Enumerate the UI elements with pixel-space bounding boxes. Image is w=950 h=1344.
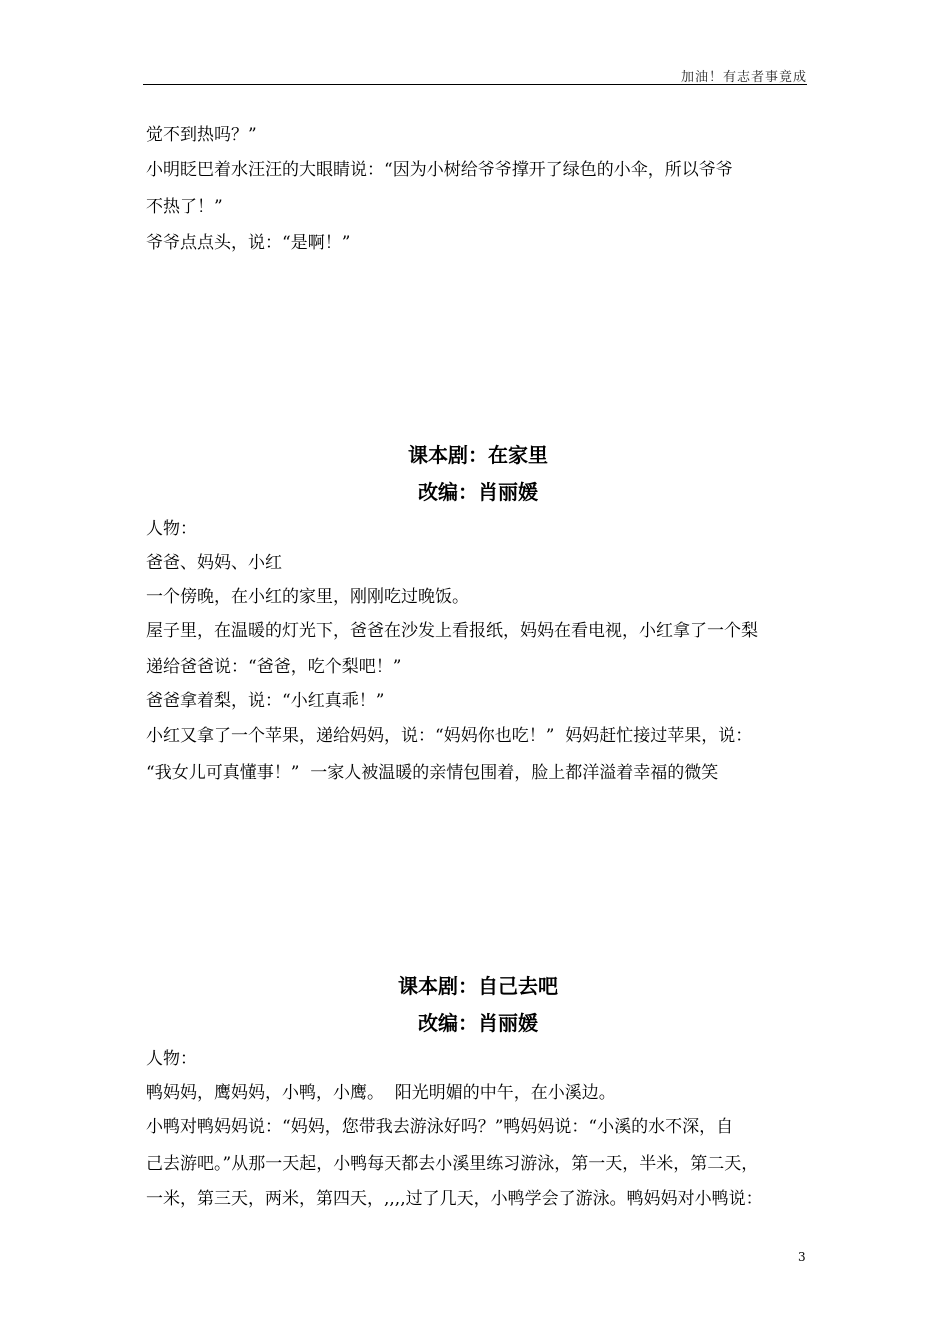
script2-line-2: 爸爸、妈妈、小红 xyxy=(146,553,282,573)
script2-line-8: “我女儿可真懂事！” 一家人被温暖的亲情包围着，脸上都洋溢着幸福的微笑 xyxy=(146,763,719,783)
script2-line-7: 小红又拿了一个苹果，递给妈妈，说：“妈妈你也吃！” 妈妈赶忙接过苹果，说： xyxy=(146,726,753,746)
script3-adapter: 改编：肖丽媛 xyxy=(418,1011,538,1035)
header-motto: 加油！有志者事竟成 xyxy=(680,70,807,85)
page-number: 3 xyxy=(798,1250,806,1264)
story1-line-1: 觉不到热吗？” xyxy=(146,125,257,145)
story1-line-4: 爷爷点点头，说：“是啊！” xyxy=(146,233,351,253)
script3-title: 课本剧：自己去吧 xyxy=(398,974,558,998)
story1-line-2: 小明眨巴着水汪汪的大眼睛说：“因为小树给爷爷撑开了绿色的小伞，所以爷爷 xyxy=(146,160,733,180)
script3-line-1: 人物： xyxy=(146,1049,197,1069)
script3-line-3: 小鸭对鸭妈妈说：“妈妈，您带我去游泳好吗？”鸭妈妈说：“小溪的水不深，自 xyxy=(146,1117,734,1137)
script2-title: 课本剧：在家里 xyxy=(408,443,548,467)
script2-line-5: 递给爸爸说：“爸爸，吃个梨吧！” xyxy=(146,657,402,677)
story1-line-3: 不热了！” xyxy=(146,197,223,217)
script2-line-1: 人物： xyxy=(146,519,197,539)
script3-line-2: 鸭妈妈，鹰妈妈，小鸭，小鹰。 阳光明媚的中午，在小溪边。 xyxy=(146,1083,616,1103)
script2-adapter: 改编：肖丽媛 xyxy=(418,480,538,504)
script3-line-5: 一米，第三天，两米，第四天，,,,,过了几天，小鸭学会了游泳。鸭妈妈对小鸭说： xyxy=(146,1189,763,1209)
script2-line-4: 屋子里，在温暖的灯光下，爸爸在沙发上看报纸，妈妈在看电视，小红拿了一个梨 xyxy=(146,621,758,641)
script3-line-4: 己去游吧。”从那一天起，小鸭每天都去小溪里练习游泳，第一天，半米，第二天， xyxy=(146,1154,759,1174)
script2-line-3: 一个傍晚，在小红的家里，刚刚吃过晚饭。 xyxy=(146,587,469,607)
script2-line-6: 爸爸拿着梨，说：“小红真乖！” xyxy=(146,691,385,711)
header-rule xyxy=(143,84,807,85)
